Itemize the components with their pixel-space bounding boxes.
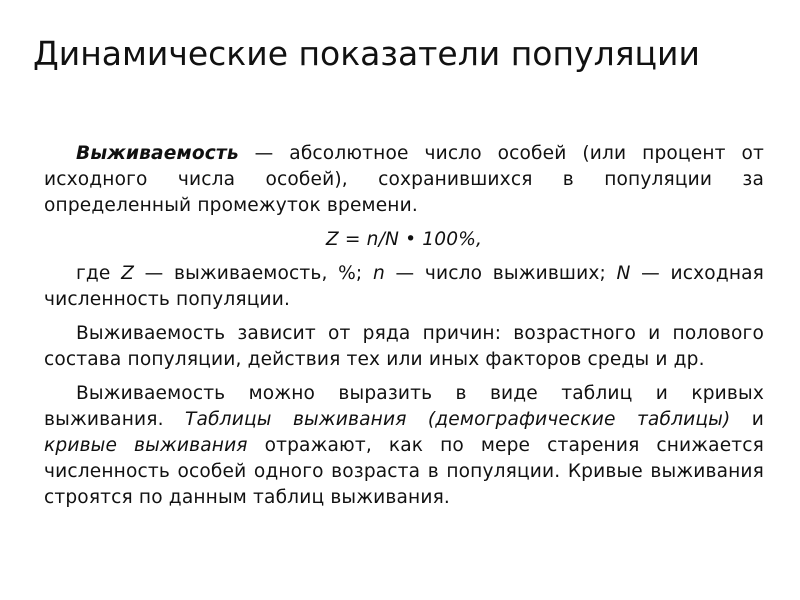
formula-legend-paragraph — [44, 261, 764, 313]
definition-paragraph — [44, 141, 764, 219]
tables-and: и — [730, 409, 764, 430]
tables-curves-paragraph — [44, 381, 764, 511]
term-survival-tables: Таблицы выживания (демографические таблицы) — [185, 409, 731, 430]
formula-equals: = — [338, 229, 367, 250]
definition-text: — абсолютное число особей (или процент от исходного числа особей), сохранившихся в популяции за определенный промежуток времени. — [44, 143, 764, 216]
formula-slash: / — [378, 229, 385, 250]
term-survival: Выживаемость — [76, 143, 239, 164]
legend-where: где — [76, 263, 122, 284]
formula-N: N — [384, 229, 400, 250]
legend-n-desc: — число выживших; — [384, 263, 617, 284]
slide-body — [44, 141, 764, 519]
legend-n: n — [372, 263, 385, 284]
slide-title: Динамические показатели популяции — [33, 34, 700, 73]
survival-formula — [44, 227, 764, 253]
formula-n: n — [366, 229, 379, 250]
term-survival-curves: кривые выживания — [44, 435, 248, 456]
tables-intro: Выживаемость можно выразить в виде таблиц и кривых выживания. — [44, 383, 764, 430]
formula-z: Z — [325, 229, 339, 250]
factors-paragraph: Выживаемость зависит от ряда причин: возрастного и полового состава популяции, действия тех или иных факторов среды и др. — [44, 323, 764, 370]
legend-N: N — [616, 263, 631, 284]
formula-tail: • 100%, — [399, 229, 483, 250]
legend-N-desc: — исходная численность популяции. — [44, 263, 765, 310]
tables-rest: отражают, как по мере старения снижается численность особей одного возраста в популяции. Кривые выживания строятся по данным таблиц выживания. — [44, 435, 764, 508]
legend-z-desc: — выживаемость, %; — [134, 263, 373, 284]
legend-z: Z — [121, 263, 135, 284]
